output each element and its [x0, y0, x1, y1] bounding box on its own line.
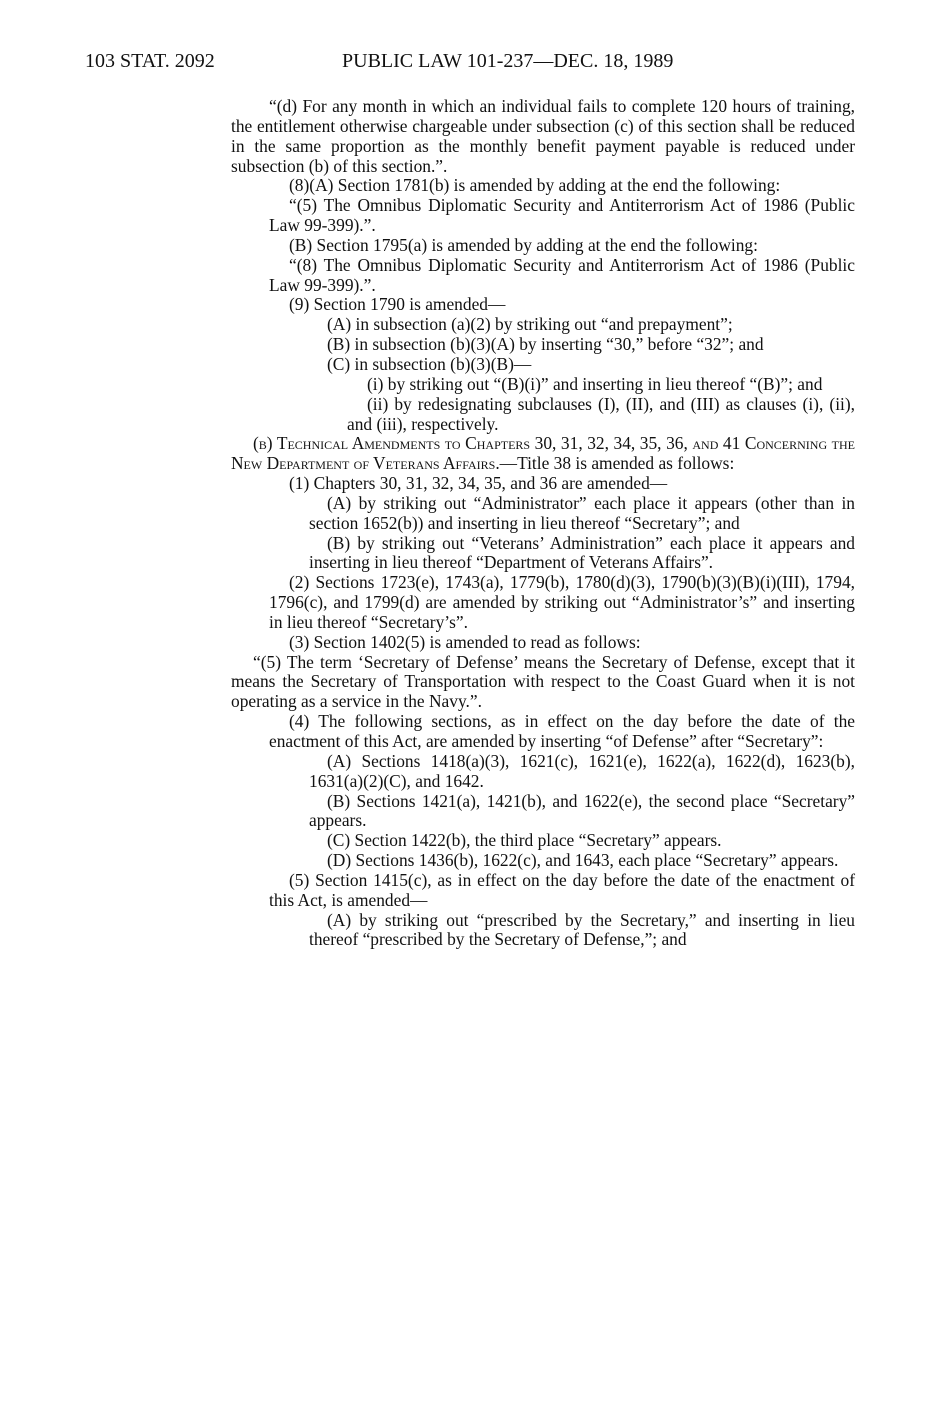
paragraph: (9) Section 1790 is amended—: [289, 294, 506, 315]
paragraph: (A) in subsection (a)(2) by striking out “and prepayment”;: [327, 314, 733, 335]
document-body: [231, 97, 855, 950]
paragraph: (A) Sections 1418(a)(3), 1621(c), 1621(e), 1622(a), 1622(d), 1623(b), 1631(a)(2)(C), and 1642.: [309, 750, 855, 791]
paragraph: (4) The following sections, as in effect on the day before the date of the enactment of this Act, are amended by inserting “of Defense” after “Secretary”:: [269, 711, 855, 751]
paragraph: (B) Section 1795(a) is amended by adding at the end the following:: [289, 234, 758, 255]
section-heading-text: —Title 38 is amended as follows:: [499, 453, 735, 474]
paragraph: (8)(A) Section 1781(b) is amended by adding at the end the following:: [289, 175, 781, 196]
paragraph: “(5) The Omnibus Diplomatic Security and Antiterrorism Act of 1986 (Public Law 99-399).”.: [269, 195, 855, 236]
page-header: [0, 50, 940, 80]
public-law-title: PUBLIC LAW 101-237—DEC. 18, 1989: [342, 50, 674, 72]
section-heading: (b) Technical Amendments to Chapters 30, 31, 32, 34, 35, 36, and 41 Concerning the New Department of Veterans Affairs.: [231, 433, 855, 474]
paragraph: “(d) For any month in which an individual fails to complete 120 hours of training, the entitlement otherwise chargeable under subsection (c) of this section shall be reduced in the same proportion as the monthly benefit payment payable is reduced under subsection (b) of this section.”.: [231, 96, 855, 176]
paragraph: (B) by striking out “Veterans’ Administration” each place it appears and inserting in lieu thereof “Department of Veterans Affairs”.: [309, 532, 855, 573]
paragraph: (A) by striking out “Administrator” each place it appears (other than in section 1652(b)) and inserting in lieu thereof “Secretary”; and: [309, 492, 855, 533]
statute-page-number: 103 STAT. 2092: [85, 50, 215, 72]
paragraph: (3) Section 1402(5) is amended to read as follows:: [289, 631, 641, 652]
paragraph: (C) in subsection (b)(3)(B)—: [327, 353, 532, 374]
paragraph: (1) Chapters 30, 31, 32, 34, 35, and 36 are amended—: [289, 473, 668, 494]
paragraph: “(8) The Omnibus Diplomatic Security and Antiterrorism Act of 1986 (Public Law 99-399).”.: [269, 254, 855, 295]
paragraph: (D) Sections 1436(b), 1622(c), and 1643, each place “Secretary” appears.: [327, 850, 839, 871]
paragraph: (A) by striking out “prescribed by the Secretary,” and inserting in lieu thereof “prescribed by the Secretary of Defense,”; and: [309, 909, 855, 950]
paragraph: (B) Sections 1421(a), 1421(b), and 1622(e), the second place “Secretary” appears.: [309, 790, 855, 831]
paragraph: (ii) by redesignating subclauses (I), (II), and (III) as clauses (i), (ii), and (iii), respectively.: [347, 393, 855, 434]
paragraph: “(5) The term ‘Secretary of Defense’ means the Secretary of Defense, except that it means the Secretary of Transportation with respect to the Coast Guard when it is not operating as a service in the Navy.”.: [231, 651, 855, 712]
paragraph: (i) by striking out “(B)(i)” and inserting in lieu thereof “(B)”; and: [367, 373, 823, 394]
paragraph: (C) Section 1422(b), the third place “Secretary” appears.: [327, 830, 722, 851]
section-heading-paragraph: [231, 434, 855, 474]
paragraph: (5) Section 1415(c), as in effect on the day before the date of the enactment of this Act, is amended—: [269, 869, 855, 910]
paragraph: (B) in subsection (b)(3)(A) by inserting “30,” before “32”; and: [327, 334, 764, 355]
paragraph: (2) Sections 1723(e), 1743(a), 1779(b), 1780(d)(3), 1790(b)(3)(B)(i)(III), 1794, 1796(c), and 1799(d) are amended by striking out “Administrator’s” and inserting in lieu thereof “Secretary’s”.: [269, 572, 855, 632]
